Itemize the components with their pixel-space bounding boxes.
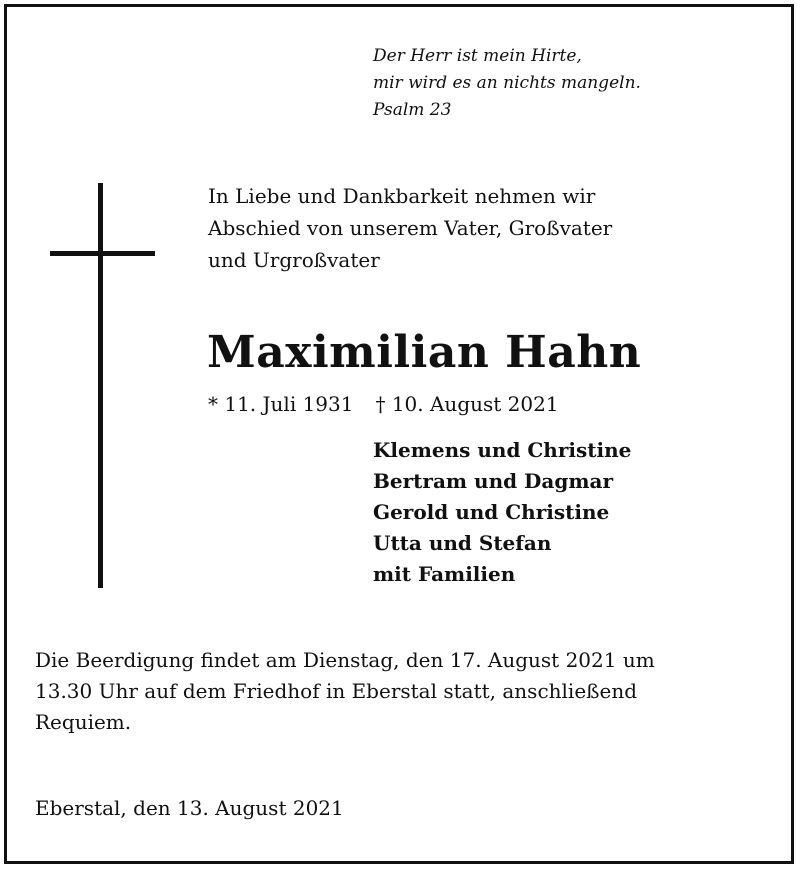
family-line-2: Bertram und Dagmar [373, 469, 613, 493]
funeral-notice [35, 645, 775, 738]
cross-horizontal-bar [50, 251, 155, 256]
cross-vertical-bar [98, 183, 103, 588]
verse-line-1: Der Herr ist mein Hirte, [373, 46, 582, 66]
family-line-5: mit Familien [373, 562, 516, 586]
life-dates [208, 388, 559, 420]
death-date: † 10. August 2021 [375, 392, 559, 416]
intro-text [208, 180, 612, 276]
family-list [373, 435, 631, 590]
family-line-3: Gerold und Christine [373, 500, 610, 524]
verse-reference: Psalm 23 [373, 100, 452, 120]
intro-line-3: und Urgroßvater [208, 248, 380, 272]
family-line-1: Klemens und Christine [373, 438, 632, 462]
funeral-line-2: 13.30 Uhr auf dem Friedhof in Eberstal statt, anschließend [35, 679, 638, 703]
intro-line-2: Abschied von unserem Vater, Großvater [208, 216, 613, 240]
verse-line-2: mir wird es an nichts mangeln. [373, 73, 641, 93]
funeral-line-1: Die Beerdigung findet am Dienstag, den 17. August 2021 um [35, 648, 655, 672]
intro-line-1: In Liebe und Dankbarkeit nehmen wir [208, 184, 596, 208]
deceased-name: Maximilian Hahn [207, 327, 642, 378]
psalm-verse [373, 43, 641, 124]
family-line-4: Utta und Stefan [373, 531, 552, 555]
funeral-line-3: Requiem. [35, 710, 132, 734]
birth-date: * 11. Juli 1931 [208, 392, 354, 416]
place-and-date: Eberstal, den 13. August 2021 [35, 796, 344, 820]
